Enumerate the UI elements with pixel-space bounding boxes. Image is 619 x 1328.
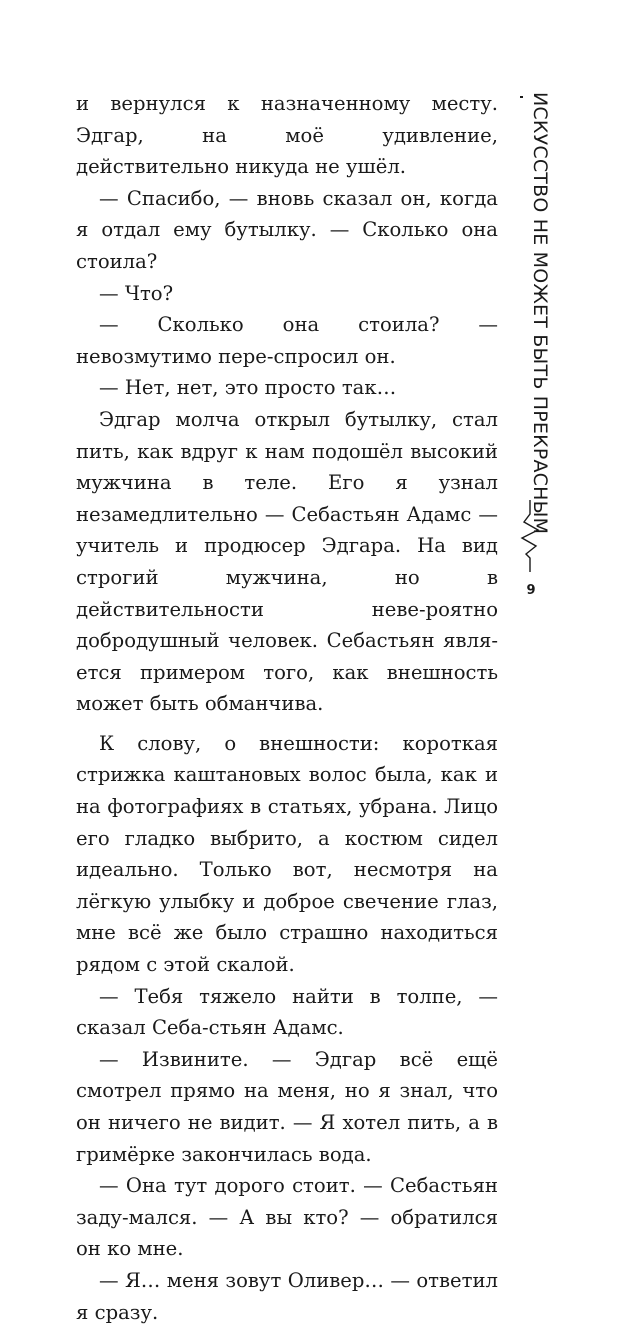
paragraph: К слову, о внешности: короткая стрижка каштановых волос была, как и на фотографиях в статьях, убрана. Лицо его гладко выбрито, а костюм сидел идеально. Только вот, несмотря на лёгкую улыбку и доброе свечение глаз, мне всё же было страшно находиться рядом с этой скалой. [76,731,498,977]
paragraph: — Спасибо, — вновь сказал он, когда я отдал ему бутылку. — Сколько она стоила? [76,186,498,273]
paragraph: — Что? [99,281,174,305]
paragraph: — Сколько она стоила? — невозмутимо пере-спросил он. [76,313,498,368]
paragraph: — Нет, нет, это просто так… [99,376,397,400]
running-title [528,92,552,535]
paragraph: — Тебя тяжело найти в толпе, — сказал Себа-стьян Адамс. [76,984,498,1040]
paragraph: Эдгар молча открыл бутылку, стал пить, как вдруг к нам подошёл высокий мужчина в теле. Его я узнал незамедлительно — Себастьян Адамс — учитель и продюсер Эдгара. На вид строгий мужчина, но в действительности неве-роятно добродушный человек. Себастьян явля-ется примером того, как внешность может быть обманчива. [76,407,498,716]
running-title-text: ИСКУССТВО НЕ МОЖЕТ БЫТЬ ПРЕКРАСНЫМ [529,92,551,535]
paragraph: и вернулся к назначенному месту. Эдгар, на моё удивление, действительно никуда не ушёл. [76,92,498,179]
title-tick-mark [520,96,523,98]
heartbeat-line-icon [510,500,550,580]
paragraph: — Она тут дорого стоит. — Себастьян заду-мался. — А вы кто? — обратился он ко мне. [76,1174,498,1261]
paragraph: — Я… меня зовут Оливер… — ответил я сразу. [76,1268,498,1324]
body-text [76,88,498,1328]
paragraph: — Извините. — Эдгар всё ещё смотрел прямо на меня, но я знал, что он ничего не видит. — Я хотел пить, а в гримёрке закончилась вода. [76,1047,498,1166]
page-number: 9 [526,583,536,598]
